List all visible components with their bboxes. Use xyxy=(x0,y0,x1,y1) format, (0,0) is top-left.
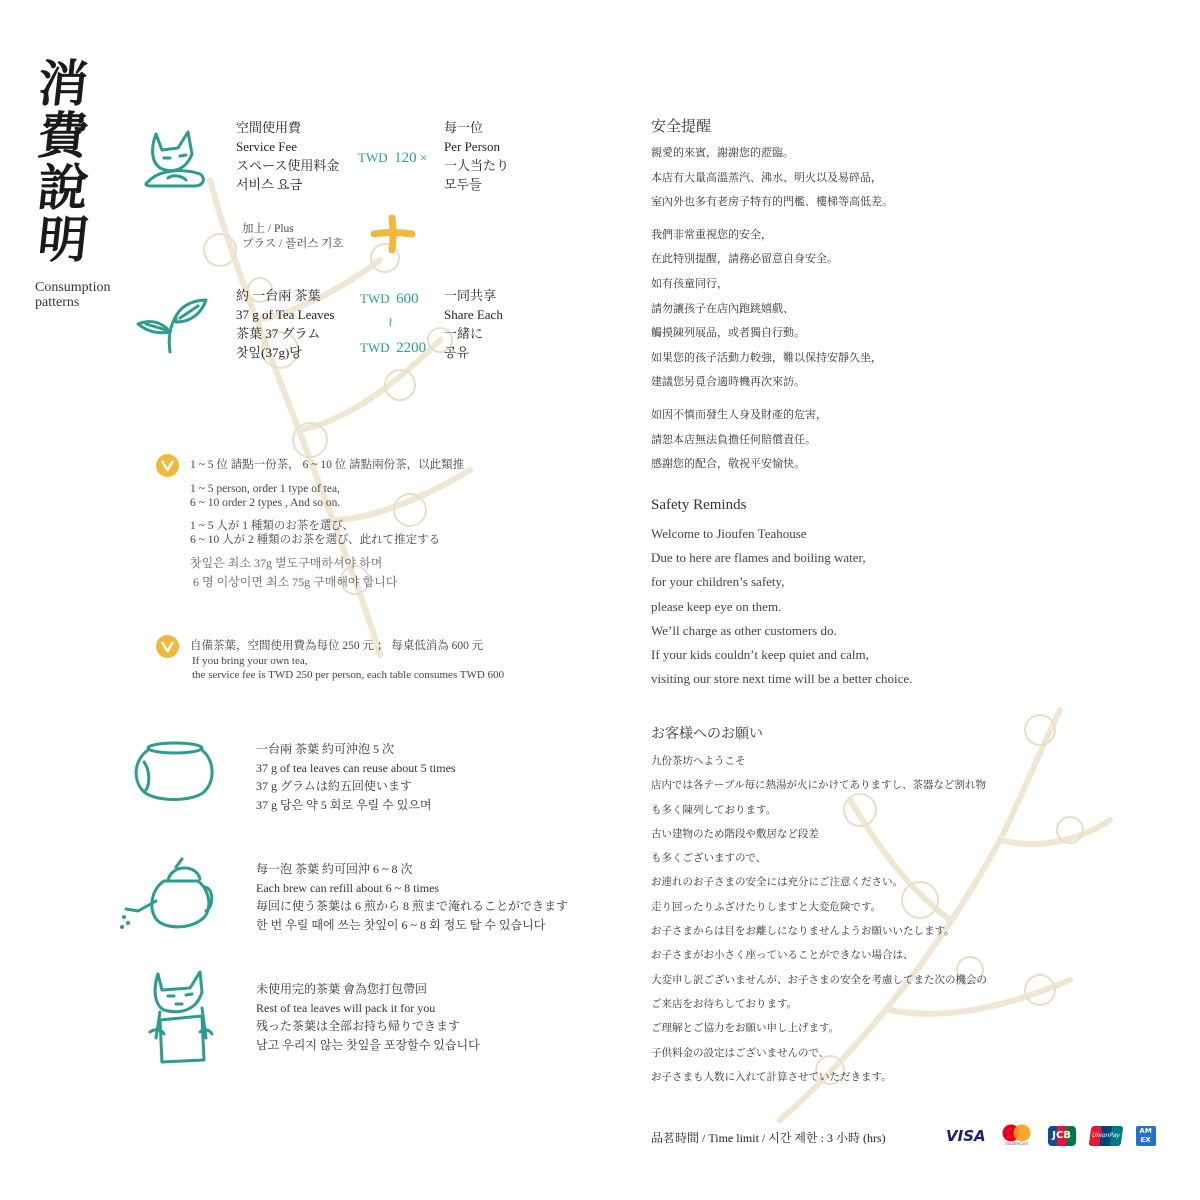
info-cat-en: Rest of tea leaves will pack it for you xyxy=(256,1000,436,1015)
times-sign: × xyxy=(419,150,428,165)
tea-leaves-labels xyxy=(236,286,334,362)
safety-zh-line: 我們非常重視您的安全， xyxy=(651,227,772,241)
currency-label: TWD xyxy=(360,340,390,355)
tea-jar-icon xyxy=(130,740,216,804)
teapot-pouring-icon xyxy=(118,855,216,933)
safety-jp-line: 走り回ったりふざけたりしますと大変危険です。 xyxy=(651,900,882,913)
share-jp: 一緒に xyxy=(444,326,484,341)
safety-zh-line: 觸摸陳列展品，或者獨自行動。 xyxy=(651,326,805,340)
rule-own-tea xyxy=(190,639,504,683)
plus-icon xyxy=(370,214,416,254)
safety-zh-line: 如因不慎而發生人身及財產的危害， xyxy=(651,407,827,421)
safety-jp-line: ご来店をお待ちしております。 xyxy=(651,997,798,1010)
safety-zh-line: 請勿讓孩子在店內跑跳嬉戲、 xyxy=(651,301,794,315)
title-en-line1: Consumption xyxy=(35,280,111,295)
safety-jp-body xyxy=(651,749,987,1089)
per-person-zh: 每一位 xyxy=(444,120,484,135)
safety-zh-line: 如有孩童同行， xyxy=(651,276,728,290)
gold-badge-icon xyxy=(155,634,180,659)
plus-labels xyxy=(242,222,344,251)
page-title-cjk xyxy=(34,54,102,269)
tea-price-high xyxy=(360,340,426,357)
amex-icon: AM EX xyxy=(1136,1126,1156,1146)
currency-label: TWD xyxy=(360,291,390,306)
info-takeaway xyxy=(256,980,480,1054)
rule2-en2: the service fee is TWD 250 per person, each table consumes TWD 600 xyxy=(192,669,505,681)
info-pot-kr: 37 g 당은 약 5 회로 우릴 수 있으며 xyxy=(256,797,432,812)
title-char: 說 xyxy=(34,158,92,217)
tea-price-low-amount: 600 xyxy=(396,291,419,307)
info-kettle-kr: 한 번 우릴 때에 쓰는 찻잎이 6 ~ 8 회 정도 탈 수 있습니다 xyxy=(256,917,546,932)
safety-jp-line: 子供料金の設定はございませんので、 xyxy=(651,1046,830,1059)
rule1-en1: 1 ~ 5 person, order 1 type of tea, xyxy=(190,482,340,495)
title-en-line2: patterns xyxy=(35,295,80,310)
safety-en-line: We’ll charge as other customers do. xyxy=(651,622,837,638)
mastercard-icon: mastercard xyxy=(1000,1124,1034,1148)
tea-leaves-label-zh: 約 一台兩 茶葉 xyxy=(236,288,321,303)
currency-label: TWD xyxy=(358,150,388,165)
tea-leaf-icon xyxy=(136,298,210,354)
info-pot-jp: 37 g グラムは約五回使います xyxy=(256,779,412,794)
cat-holding-bag-icon xyxy=(146,968,214,1066)
safety-zh-line: 建議您另覓合適時機再次來訪。 xyxy=(651,375,805,389)
unionpay-icon: UnionPay xyxy=(1088,1126,1123,1146)
safety-jp-line: も多くございますので、 xyxy=(651,852,767,865)
safety-zh-line: 親愛的來賓，謝謝您的蒞臨。 xyxy=(651,146,794,159)
safety-jp-line: 九份茶坊へようこそ xyxy=(651,755,746,767)
tea-leaves-label-jp: 茶葉 37 グラム xyxy=(236,326,321,341)
rule2-zh: 自備茶葉，空間使用費為每位 250 元 ； 每桌低消為 600 元 xyxy=(190,640,484,652)
safety-en-body xyxy=(651,522,912,691)
safety-en-line: for your children’s safety, xyxy=(651,574,785,590)
tea-leaves-label-en: 37 g of Tea Leaves xyxy=(236,307,335,322)
safety-jp-line: お子さまがお小さく座っていることができない場合は、 xyxy=(651,949,914,962)
info-kettle-zh: 每一泡 茶葉 約可回沖 6 ~ 8 次 xyxy=(256,862,413,876)
safety-en-heading: Safety Reminds xyxy=(651,497,747,513)
safety-en-line: Due to here are flames and boiling water, xyxy=(651,550,866,566)
share-kr: 공유 xyxy=(444,345,470,360)
rule1-en2: 6 ~ 10 order 2 types , And so on. xyxy=(190,497,341,509)
safety-zh-line: 請恕本店無法負擔任何賠償責任。 xyxy=(651,432,816,446)
gold-badge-icon xyxy=(155,453,180,478)
page-title-en xyxy=(35,280,110,310)
safety-zh-line: 感謝您的配合，敬祝平安愉快。 xyxy=(651,457,805,471)
per-person-kr: 모두들 xyxy=(444,177,482,192)
service-fee-label-jp: スペース使用料金 xyxy=(236,158,340,173)
info-kettle-en: Each brew can refill about 6 ~ 8 times xyxy=(256,880,440,895)
safety-jp-line: ご理解とご協力をお願い申し上げます。 xyxy=(651,1022,840,1035)
safety-zh-line: 如果您的孩子活動力較強，難以保持安靜久坐， xyxy=(651,350,882,364)
per-person-labels xyxy=(444,118,509,194)
safety-jp-line: お連れのお子さまの安全には充分にご注意ください。 xyxy=(651,876,903,889)
service-fee-amount: 120 xyxy=(394,150,417,166)
per-person-jp: 一人当たり xyxy=(444,158,510,173)
share-each-labels xyxy=(444,286,503,362)
info-refill-times xyxy=(256,860,568,934)
safety-jp-heading: お客様へのお願い xyxy=(651,726,763,742)
tea-price-low xyxy=(360,291,419,308)
safety-en-line: Welcome to Jioufen Teahouse xyxy=(651,526,807,541)
jcb-icon: JCB xyxy=(1048,1126,1076,1146)
safety-zh-line: 室內外也多有老房子特有的門檻、樓梯等高低差。 xyxy=(651,195,893,209)
safety-jp-line: も多く陳列しております。 xyxy=(651,803,777,816)
service-fee-label-en: Service Fee xyxy=(236,139,298,154)
rule1-kr2: 6 명 이상이면 최소 75g 구매해야 합니다 xyxy=(193,574,398,589)
plus-label-line2: プラス / 플러스 기호 xyxy=(242,237,344,250)
tea-price-tilde: ≀ xyxy=(388,314,393,329)
info-pot-zh: 一台兩 茶葉 約可沖泡 5 次 xyxy=(256,742,395,756)
safety-jp-line: 大変申し訳ございませんが、お子さまの安全を考慮してまた次の機会の xyxy=(651,973,987,986)
plus-label-line1: 加上 / Plus xyxy=(242,223,294,235)
safety-jp-line: 店内では各テーブル毎に熱湯が火にかけてありますし、茶器など割れ物 xyxy=(651,779,987,792)
info-cat-jp: 残った茶葉は全部お持ち帰りできます xyxy=(256,1019,461,1034)
safety-zh-line: 本店有大量高溫蒸汽、沸水、明火以及易碎品， xyxy=(651,170,882,184)
safety-zh-body xyxy=(651,141,893,477)
service-fee-price xyxy=(358,150,427,167)
share-zh: 一同共享 xyxy=(444,288,497,303)
rule1-kr1: 찻잎은 최소 37g 별도구매하셔야 하며 xyxy=(190,555,383,570)
tea-leaves-label-kr: 찻잎(37g)당 xyxy=(236,345,302,360)
safety-en-line: please keep eye on them. xyxy=(651,598,782,614)
safety-jp-line: お子さまも人数に入れて計算させていただきます。 xyxy=(651,1070,892,1083)
visa-icon: VISA xyxy=(946,1127,986,1146)
title-char: 費 xyxy=(34,106,92,165)
rule-group-size xyxy=(190,458,464,592)
safety-en-line: visiting our store next time will be a better choice. xyxy=(651,671,913,687)
rule1-jp1: 1 ~ 5 人が 1 種類のお茶を選び、 xyxy=(190,519,354,532)
rule1-zh: 1 ~ 5 位 請點一份茶， 6 ~ 10 位 請點兩份茶，以此類推 xyxy=(190,459,465,471)
rule2-en1: If you bring your own tea, xyxy=(192,654,308,667)
safety-en-line: If your kids couldn’t keep quiet and calm, xyxy=(651,647,869,663)
time-limit: 品茗時間 / Time limit / 시간 제한 : 3 小時 (hrs) xyxy=(651,1131,886,1145)
info-pot-en: 37 g of tea leaves can reuse about 5 times xyxy=(256,760,456,775)
safety-jp-line: 古い建物のため階段や敷居など段差 xyxy=(651,827,819,840)
info-reuse-times xyxy=(256,740,456,814)
safety-zh-line: 在此特別提醒，請務必留意自身安全。 xyxy=(651,252,838,266)
info-kettle-jp: 毎回に使う茶葉は 6 煎から 8 煎まで淹れることができます xyxy=(256,899,569,914)
service-fee-labels xyxy=(236,118,339,194)
share-en: Share Each xyxy=(444,307,503,322)
service-fee-label-zh: 空間使用費 xyxy=(236,120,302,135)
cat-sleeping-icon xyxy=(138,122,212,192)
service-fee-label-kr: 서비스 요금 xyxy=(236,177,303,192)
info-cat-kr: 남고 우리지 않는 찻잎을 포장할수 있습니다 xyxy=(256,1037,480,1052)
title-char: 明 xyxy=(34,210,92,269)
tea-price-high-amount: 2200 xyxy=(396,340,427,356)
safety-zh-heading: 安全提醒 xyxy=(651,119,712,135)
rule1-jp2: 6 ~ 10 人が 2 種類のお茶を選び、此れて推定する xyxy=(190,534,441,546)
payment-cards xyxy=(946,1124,1156,1150)
safety-jp-line: お子さまからは目をお離しになりませんようお願いいたします。 xyxy=(651,925,955,938)
title-char: 消 xyxy=(34,54,92,113)
info-cat-zh: 未使用完的茶葉 會為您打包帶回 xyxy=(256,982,428,996)
per-person-en: Per Person xyxy=(444,139,500,154)
